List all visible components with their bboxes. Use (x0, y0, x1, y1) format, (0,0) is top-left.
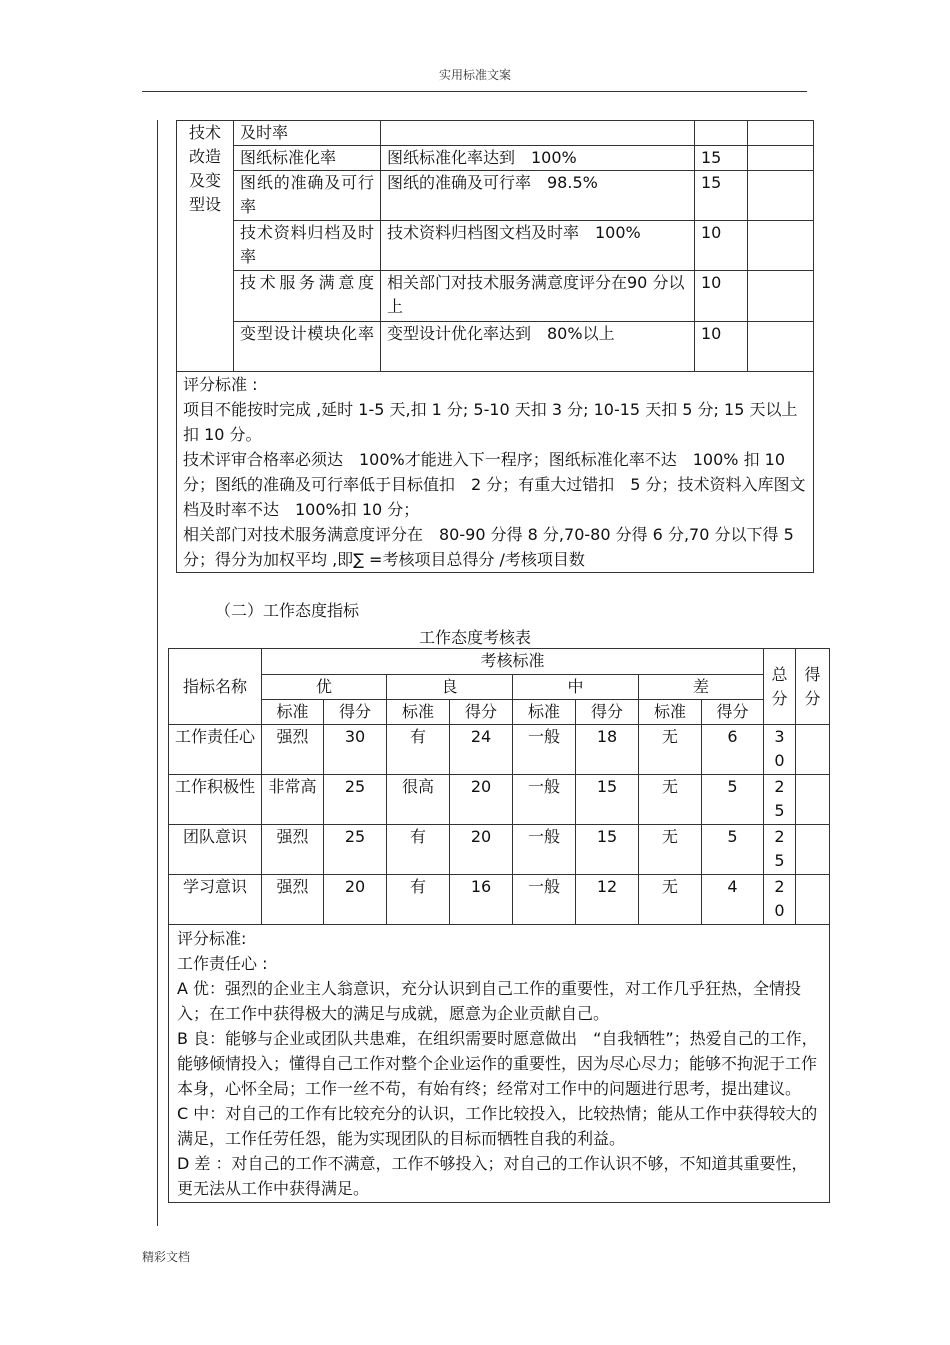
page-footer: 精彩文档 (142, 1250, 191, 1264)
cell: 4 (702, 875, 764, 925)
indicator-name: 工作责任心 (169, 725, 262, 775)
attitude-table (168, 648, 830, 1203)
tech-row-score: 10 (695, 221, 748, 271)
row-total: 25 (764, 775, 796, 825)
tech-row-score: 15 (695, 146, 748, 171)
col-indicator-name: 指标名称 (169, 649, 262, 725)
sub-score: 得分 (702, 700, 764, 725)
cell: 强烈 (262, 825, 324, 875)
tech-row-name: 变型设计模块化率 (234, 322, 381, 372)
cell: 一般 (513, 725, 576, 775)
cell: 一般 (513, 875, 576, 925)
section-title: （二）工作态度指标 (215, 601, 360, 620)
row-total: 30 (764, 725, 796, 775)
tech-row-criterion (381, 121, 695, 146)
table-row (169, 775, 830, 825)
tech-row-actual (748, 271, 814, 322)
cell: 一般 (513, 775, 576, 825)
attitude-scoring-line: A 优：强烈的企业主人翁意识，充分认识到自己工作的重要性，对工作几乎狂热，全情投入；在工作中获得极大的满足与成就，愿意为企业贡献自己。 (177, 979, 802, 1023)
tech-scoring-line: 项目不能按时完成 ,延时 1-5 天,扣 1 分; 5-10 天扣 3 分; 10-15 天扣 5 分; 15 天以上扣 10 分。 (183, 400, 798, 444)
attitude-scoring-sub: 工作责任心 : (177, 954, 268, 973)
cell: 无 (639, 725, 702, 775)
cell: 20 (450, 775, 513, 825)
tech-row-name: 技术资料归档及时率 (234, 221, 381, 271)
sub-score: 得分 (450, 700, 513, 725)
level-good: 良 (387, 675, 513, 700)
header-divider (142, 91, 807, 92)
cell: 有 (387, 725, 450, 775)
cell: 有 (387, 875, 450, 925)
row-total: 20 (764, 875, 796, 925)
cell: 5 (702, 775, 764, 825)
row-score (796, 875, 830, 925)
tech-row-name: 及时率 (234, 121, 381, 146)
level-poor: 差 (639, 675, 764, 700)
cell: 25 (324, 825, 387, 875)
tech-scoring-line: 技术评审合格率必须达 100%才能进入下一程序；图纸标准化率不达 100% 扣 10 分；图纸的准确及可行率低于目标值扣 2 分；有重大过错扣 5 分；技术资料入库图文档及时率不达 100%扣 10 分； (183, 450, 806, 519)
cell: 强烈 (262, 725, 324, 775)
cell: 20 (324, 875, 387, 925)
cell: 24 (450, 725, 513, 775)
attitude-scoring-notes (169, 925, 830, 1203)
cell: 强烈 (262, 875, 324, 925)
cell: 很高 (387, 775, 450, 825)
sub-standard: 标准 (513, 700, 576, 725)
row-score (796, 825, 830, 875)
page-header: 实用标准文案 (438, 68, 511, 82)
cell: 25 (324, 775, 387, 825)
cell: 20 (450, 825, 513, 875)
tech-scoring-notes (177, 372, 814, 573)
tech-row-score: 10 (695, 322, 748, 372)
tech-category: 技术改造及变型设 (177, 121, 234, 372)
cell: 无 (639, 875, 702, 925)
sub-standard: 标准 (262, 700, 324, 725)
attitude-scoring-line: B 良：能够与企业或团队共患难，在组织需要时愿意做出 “自我牺牲”；热爱自己的工作，能够倾情投入；懂得自己工作对整个企业运作的重要性，因为尽心尽力；能够不拘泥于工作本身，心怀全局；工作一丝不苟，有始有终；经常对工作中的问题进行思考，提出建议。 (177, 1029, 818, 1098)
tech-row-criterion: 相关部门对技术服务满意度评分在90 分以上 (381, 271, 695, 322)
level-excellent: 优 (262, 675, 387, 700)
cell: 一般 (513, 825, 576, 875)
cell: 5 (702, 825, 764, 875)
tech-row-criterion: 图纸标准化率达到 100% (381, 146, 695, 171)
tech-row-name: 图纸的准确及可行率 (234, 171, 381, 221)
cell: 无 (639, 825, 702, 875)
cell: 无 (639, 775, 702, 825)
col-standard: 考核标准 (262, 649, 764, 675)
indicator-name: 学习意识 (169, 875, 262, 925)
indicator-name: 工作积极性 (169, 775, 262, 825)
row-score (796, 725, 830, 775)
cell: 30 (324, 725, 387, 775)
indicator-name: 团队意识 (169, 825, 262, 875)
cell: 6 (702, 725, 764, 775)
row-total: 25 (764, 825, 796, 875)
tech-row-actual (748, 171, 814, 221)
tech-row-name: 图纸标准化率 (234, 146, 381, 171)
row-score (796, 775, 830, 825)
tech-scoring-line: 相关部门对技术服务满意度评分在 80-90 分得 8 分,70-80 分得 6 分,70 分以下得 5 分；得分为加权平均 ,即∑ =考核项目总得分 /考核项目数 (183, 525, 794, 569)
tech-row-actual (748, 146, 814, 171)
col-score: 得分 (796, 649, 830, 725)
tech-row-criterion: 图纸的准确及可行率 98.5% (381, 171, 695, 221)
cell: 18 (576, 725, 639, 775)
tech-row-actual (748, 221, 814, 271)
attitude-table-title: 工作态度考核表 (418, 628, 531, 647)
table-row (169, 725, 830, 775)
tech-row-score (695, 121, 748, 146)
tech-row-criterion: 变型设计优化率达到 80%以上 (381, 322, 695, 372)
cell: 有 (387, 825, 450, 875)
attitude-scoring-title: 评分标准: (177, 929, 247, 948)
cell: 15 (576, 825, 639, 875)
table-row (169, 825, 830, 875)
level-medium: 中 (513, 675, 639, 700)
attitude-scoring-line: C 中：对自己的工作有比较充分的认识，工作比较投入，比较热情；能从工作中获得较大的满足，工作任劳任怨，能为实现团队的目标而牺牲自我的利益。 (177, 1104, 818, 1148)
tech-row-criterion: 技术资料归档图文档及时率 100% (381, 221, 695, 271)
tech-row-score: 15 (695, 171, 748, 221)
tech-row-name: 技术服务满意度 (234, 271, 381, 322)
cell: 15 (576, 775, 639, 825)
tech-row-actual (748, 322, 814, 372)
cell: 非常高 (262, 775, 324, 825)
attitude-scoring-line: D 差 ：对自己的工作不满意，工作不够投入；对自己的工作认识不够，不知道其重要性，更无法从工作中获得满足。 (177, 1154, 808, 1198)
tech-table (176, 120, 814, 573)
sub-standard: 标准 (639, 700, 702, 725)
tech-scoring-title: 评分标准 : (183, 375, 258, 394)
sub-score: 得分 (324, 700, 387, 725)
sub-score: 得分 (576, 700, 639, 725)
cell: 12 (576, 875, 639, 925)
cell: 16 (450, 875, 513, 925)
sub-standard: 标准 (387, 700, 450, 725)
table-row (169, 875, 830, 925)
tech-row-score: 10 (695, 271, 748, 322)
tech-row-actual (748, 121, 814, 146)
col-total: 总分 (764, 649, 796, 725)
outer-frame-line (157, 120, 158, 1226)
